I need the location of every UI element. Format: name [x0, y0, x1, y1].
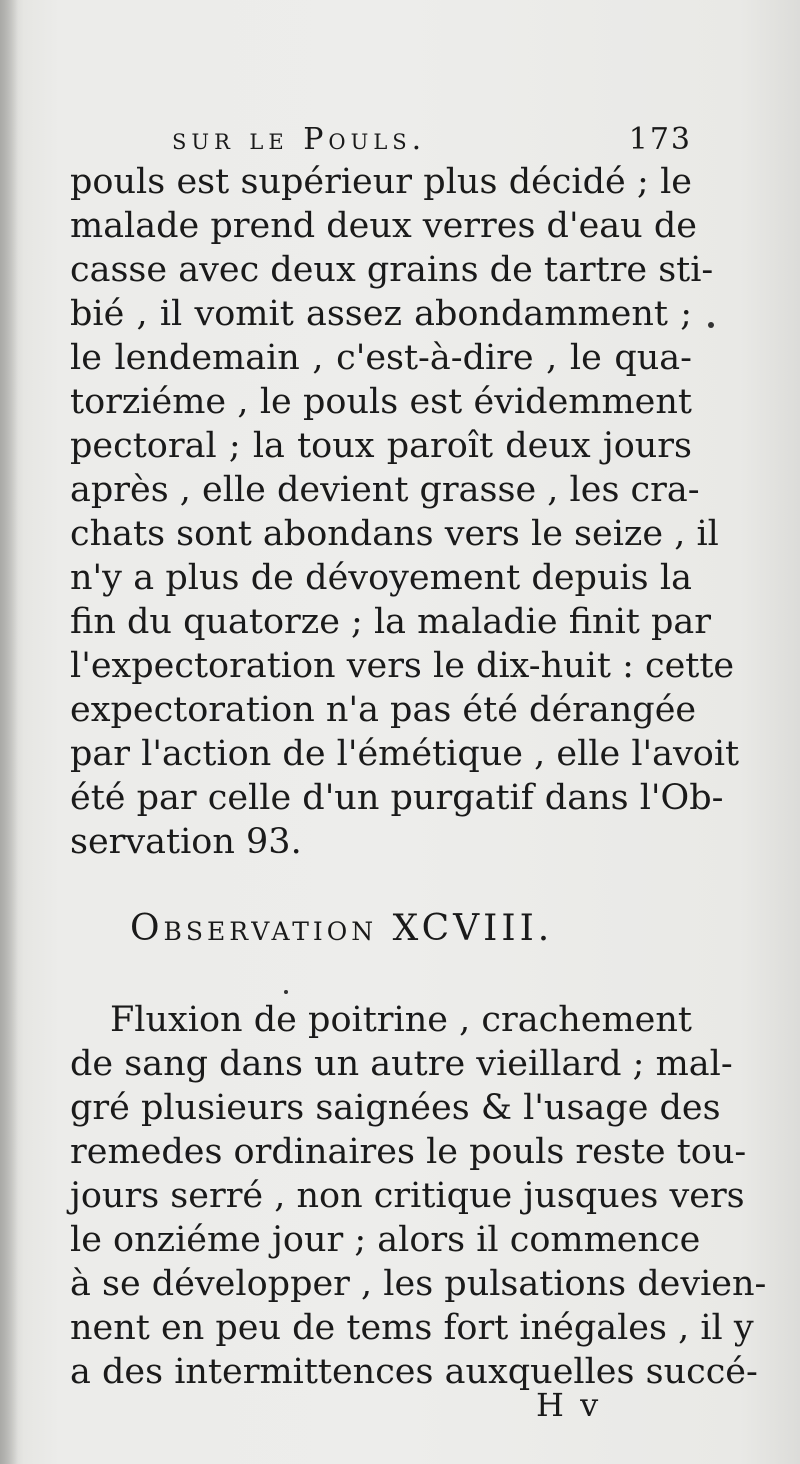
paragraph-2 [70, 998, 767, 1394]
ink-speck [284, 990, 288, 994]
text-line: Fluxion de poitrine , crachement [110, 1000, 692, 1040]
page-number: 173 [628, 122, 692, 157]
running-head [172, 122, 692, 162]
text-line: le onziéme jour ; alors il commence [70, 1220, 701, 1260]
paragraph-1 [70, 160, 740, 864]
text-line: pouls est supérieur plus décidé ; le [70, 162, 692, 202]
text-line: torziéme , le pouls est évidemment [70, 382, 692, 422]
text-line: par l'action de l'émétique , elle l'avoit [70, 734, 740, 774]
text-line: l'expectoration vers le dix-huit : cette [70, 646, 735, 686]
text-line: nent en peu de tems fort inégales , il y [70, 1308, 754, 1348]
text-line: servation 93. [70, 822, 302, 862]
ink-speck [708, 322, 714, 328]
signature-mark: H v [536, 1386, 602, 1424]
text-line: de sang dans un autre vieillard ; mal- [70, 1044, 733, 1084]
section-heading: Observation XCVIII. [130, 908, 554, 949]
text-line: a des intermittences auxquelles succé- [70, 1352, 758, 1392]
text-line: remedes ordinaires le pouls reste tou- [70, 1132, 747, 1172]
text-line: été par celle d'un purgatif dans l'Ob- [70, 778, 724, 818]
text-line: malade prend deux verres d'eau de [70, 206, 697, 246]
spine-shadow [0, 0, 18, 1464]
text-line: jours serré , non critique jusques vers [70, 1176, 745, 1216]
text-line: casse avec deux grains de tartre sti- [70, 250, 714, 290]
text-line: n'y a plus de dévoyement depuis la [70, 558, 692, 598]
text-line: fin du quatorze ; la maladie finit par [70, 602, 711, 642]
text-line: après , elle devient grasse , les cra- [70, 470, 700, 510]
text-line: à se développer , les pulsations devien- [70, 1264, 767, 1304]
text-line: expectoration n'a pas été dérangée [70, 690, 697, 730]
text-line: bié , il vomit assez abondamment ; [70, 294, 692, 334]
text-line: gré plusieurs saignées & l'usage des [70, 1088, 721, 1128]
running-head-title: sur le Pouls. [172, 122, 427, 157]
text-line: chats sont abondans vers le seize , il [70, 514, 719, 554]
text-line: le lendemain , c'est-à-dire , le qua- [70, 338, 692, 378]
text-line: pectoral ; la toux paroît deux jours [70, 426, 692, 466]
